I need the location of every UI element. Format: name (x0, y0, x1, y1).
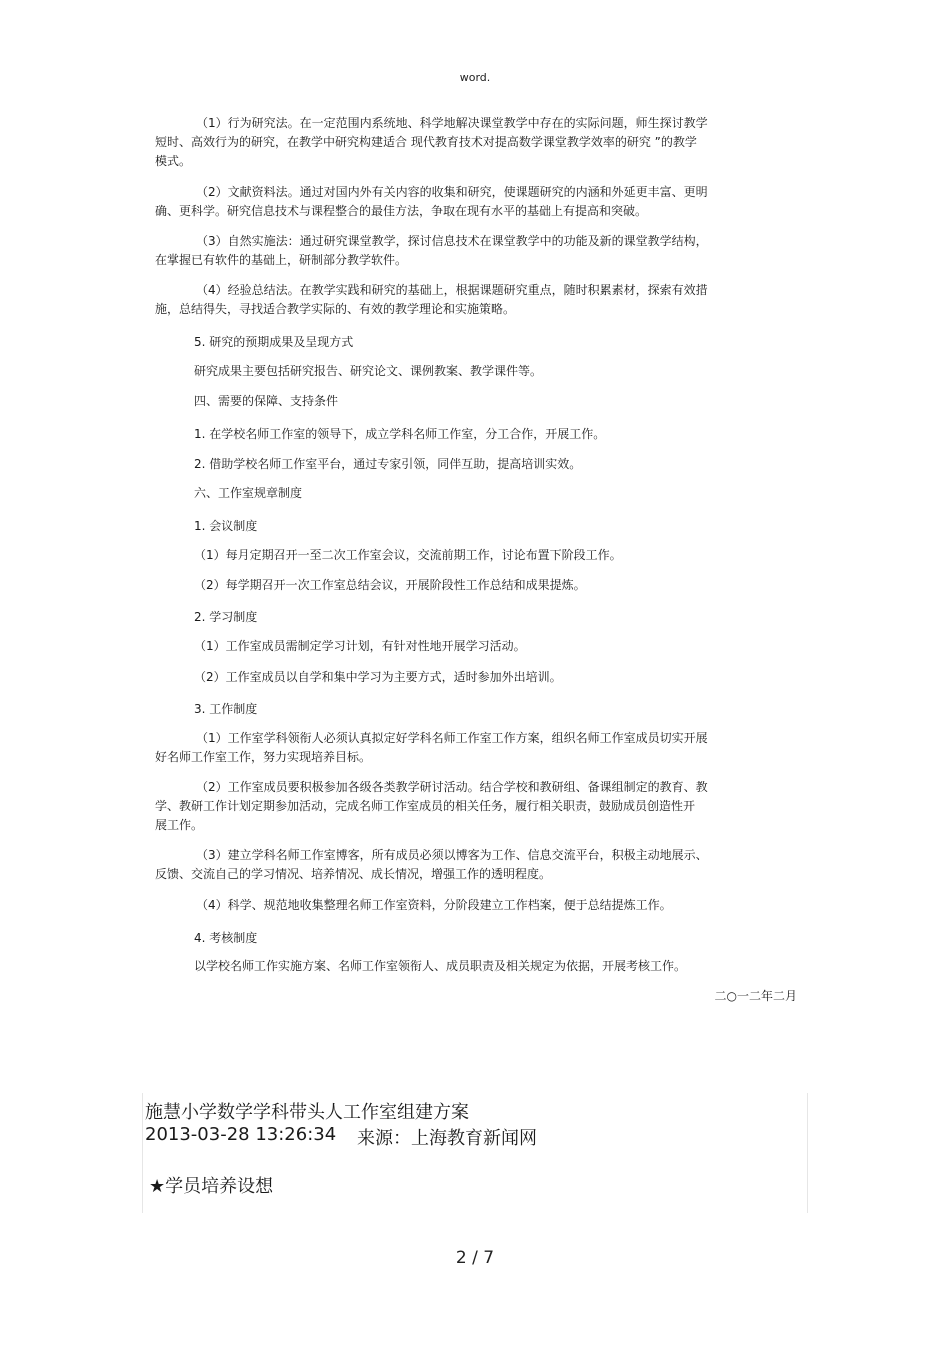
assess-title: 4. 考核制度 (194, 931, 258, 945)
text-line: 短时、高效行为的研究，在教学中研究构建适合 现代教育技术对提高数学课堂教学效率的研究 ”的教学 (155, 135, 697, 149)
article-datetime: 2013-03-28 13:26:34 (145, 1124, 337, 1145)
method-paragraph-4 (155, 281, 800, 319)
article-title: 施慧小学数学学科带头人工作室组建方案 (145, 1102, 469, 1123)
section-5-text: 研究成果主要包括研究报告、研究论文、课例教案、教学课件等。 (194, 364, 543, 378)
text-line: 学、教研工作计划定期参加活动，完成名师工作室成员的相关任务，履行相关职责，鼓励成员创造性开 (155, 799, 696, 813)
study-item-1: （1）工作室成员需制定学习计划，有针对性地开展学习活动。 (194, 639, 526, 653)
work-paragraph-2 (155, 778, 800, 835)
text-line: 确、更科学。研究信息技术与课程整合的最佳方法，争取在现有水平的基础上有提高和突破。 (155, 204, 648, 218)
document-date: 二○一二年二月 (714, 989, 797, 1003)
text-line: （3）建立学科名师工作室博客，所有成员必须以博客为工作、信息交流平台，积极主动地展示、 (196, 848, 708, 862)
work-paragraph-1 (155, 729, 800, 767)
text-line: 好名师工作室工作，努力实现培养目标。 (155, 750, 372, 764)
section-5-title: 5. 研究的预期成果及呈现方式 (194, 335, 354, 349)
work-paragraph-4 (155, 896, 800, 915)
method-paragraph-1 (155, 114, 800, 171)
article-source: 来源：上海教育新闻网 (357, 1128, 537, 1149)
assess-text: 以学校名师工作实施方案、名师工作室领衔人、成员职责及相关规定为依据，开展考核工作。 (194, 959, 687, 973)
text-line: 反馈、交流自己的学习情况、培养情况、成长情况，增强工作的透明程度。 (155, 867, 552, 881)
text-line: 模式。 (155, 154, 192, 168)
meeting-item-1: （1）每月定期召开一至二次工作室会议，交流前期工作，讨论布置下阶段工作。 (194, 548, 622, 562)
meeting-title: 1. 会议制度 (194, 519, 258, 533)
article-box (142, 1093, 808, 1213)
text-line: 展工作。 (155, 818, 204, 832)
method-paragraph-2 (155, 183, 800, 221)
section-4-title: 四、需要的保障、支持条件 (194, 394, 339, 408)
meeting-item-2: （2）每学期召开一次工作室总结会议，开展阶段性工作总结和成果提炼。 (194, 578, 586, 592)
text-line: 施，总结得失，寻找适合教学实际的、有效的教学理论和实施策略。 (155, 302, 516, 316)
study-title: 2. 学习制度 (194, 610, 258, 624)
text-line: （2）工作室成员要积极参加各级各类教学研讨活动。结合学校和教研组、备课组制定的教育、教 (196, 780, 708, 794)
article-subtitle: ★学员培养设想 (149, 1176, 274, 1197)
text-line: （4）科学、规范地收集整理名师工作室资料，分阶段建立工作档案，便于总结提炼工作。 (196, 898, 672, 912)
text-line: （4）经验总结法。在教学实践和研究的基础上，根据课题研究重点，随时积累素材，探索有效措 (196, 283, 708, 297)
page-header: word. (459, 71, 491, 84)
text-line: （1）工作室学科领衔人必须认真拟定好学科名师工作室工作方案，组织名师工作室成员切实开展 (196, 731, 708, 745)
work-paragraph-3 (155, 846, 800, 884)
page-number: 2 / 7 (455, 1248, 495, 1268)
section-6-title: 六、工作室规章制度 (194, 486, 303, 500)
text-line: （2）文献资料法。通过对国内外有关内容的收集和研究，使课题研究的内涵和外延更丰富、更明 (196, 185, 708, 199)
work-title: 3. 工作制度 (194, 702, 258, 716)
text-line: （1）行为研究法。在一定范围内系统地、科学地解决课堂教学中存在的实际问题，师生探讨教学 (196, 116, 708, 130)
support-item-2: 2. 借助学校名师工作室平台，通过专家引领，同伴互助，提高培训实效。 (194, 457, 582, 471)
support-item-1: 1. 在学校名师工作室的领导下，成立学科名师工作室，分工合作，开展工作。 (194, 427, 606, 441)
text-line: 在掌握已有软件的基础上，研制部分教学软件。 (155, 253, 408, 267)
text-line: （3）自然实施法：通过研究课堂教学，探讨信息技术在课堂教学中的功能及新的课堂教学结构， (196, 234, 708, 248)
study-item-2: （2）工作室成员以自学和集中学习为主要方式，适时参加外出培训。 (194, 670, 562, 684)
method-paragraph-3 (155, 232, 800, 270)
